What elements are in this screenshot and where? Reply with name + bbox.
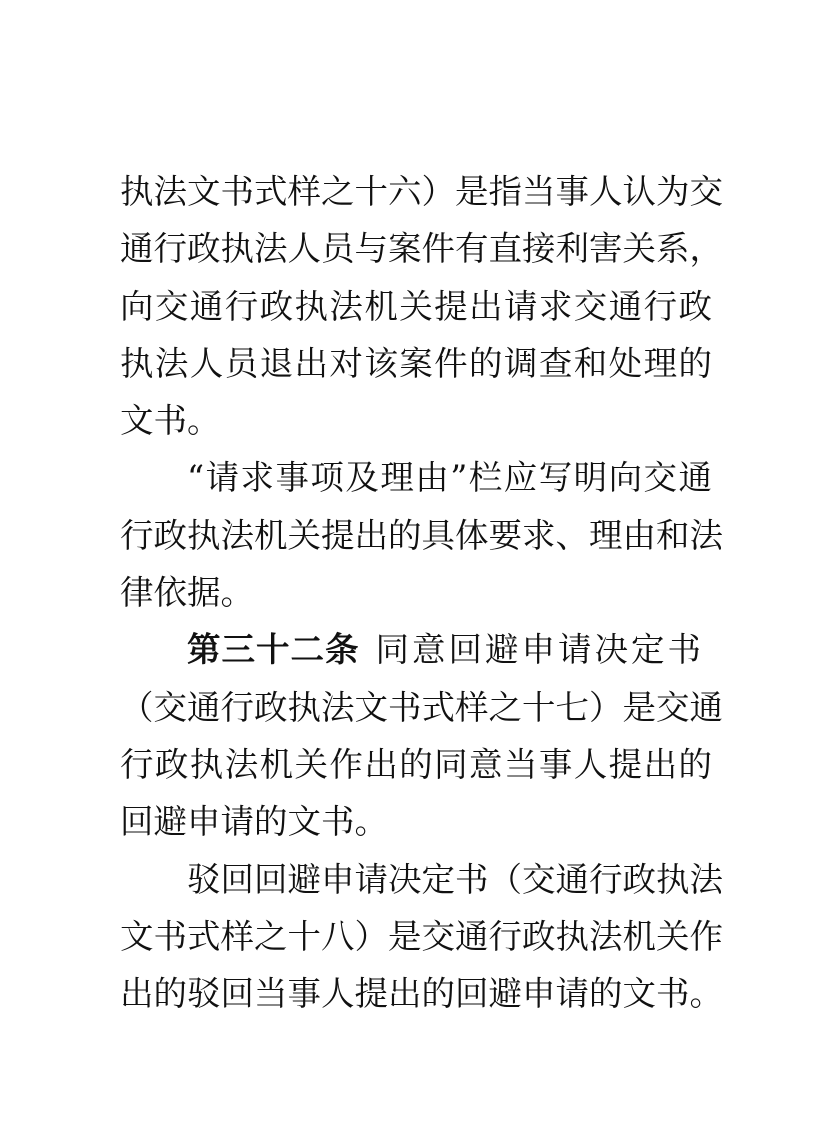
text-line: 回避申请的文书。 — [120, 802, 388, 842]
paragraph-article-32 — [120, 621, 723, 850]
text-line: 执法文书式样之十六）是指当事人认为交 — [120, 172, 723, 211]
article-heading-text: 同意回避申请决定书 — [375, 630, 704, 670]
text-line: 执法人员退出对该案件的调查和处理的 — [120, 343, 712, 383]
text-line: 律依据。 — [120, 573, 254, 613]
document-body — [120, 163, 723, 1022]
article-number: 第三十二条 — [187, 630, 360, 670]
text-line: 向交通行政执法机关提出请求交通行政 — [120, 286, 712, 326]
text-line: （交通行政执法文书式样之十七）是交通 — [120, 687, 723, 727]
text-line: 出的驳回当事人提出的回避申请的文书。 — [120, 974, 723, 1014]
text-line: 文书式样之十八）是交通行政执法机关作 — [120, 916, 723, 956]
text-line — [120, 621, 712, 678]
paragraph-rejection — [120, 851, 723, 1023]
text-line: 文书。 — [120, 401, 221, 441]
text-line: 驳回回避申请决定书（交通行政执法 — [187, 859, 723, 899]
text-line: “请求事项及理由”栏应写明向交通 — [187, 458, 712, 498]
text-line: 行政执法机关提出的具体要求、理由和法 — [120, 515, 723, 555]
paragraph-continuation — [120, 163, 723, 449]
text-line: 通行政执法人员与案件有直接利害关系， — [120, 229, 723, 269]
paragraph-request-items — [120, 449, 723, 621]
text-line: 行政执法机关作出的同意当事人提出的 — [120, 744, 712, 784]
